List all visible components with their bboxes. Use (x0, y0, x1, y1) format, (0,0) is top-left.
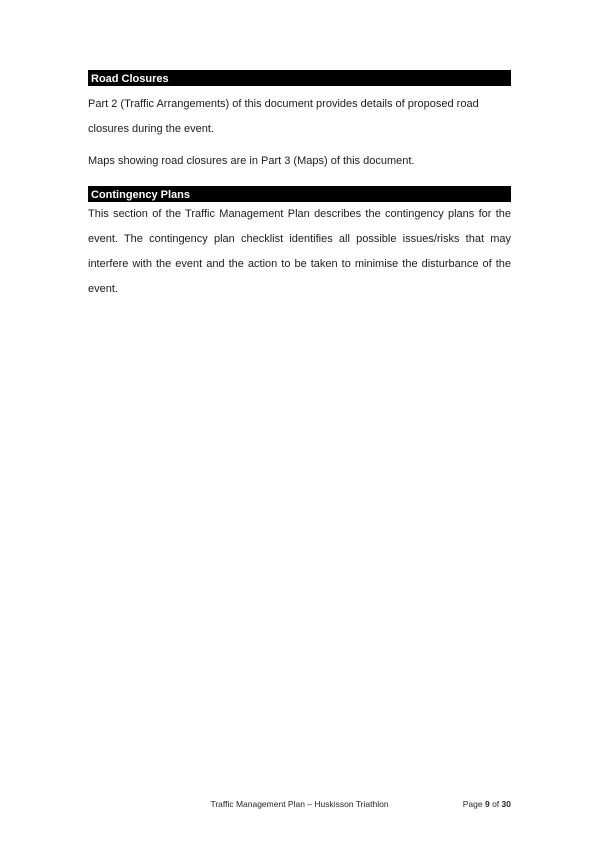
footer-page-number (463, 799, 511, 809)
footer-document-title: Traffic Management Plan – Huskisson Triathlon (210, 799, 389, 809)
footer-page-word: Page (462, 799, 483, 809)
page-content (88, 70, 511, 302)
section-heading-contingency-plans (88, 186, 511, 202)
paragraph-road-closures-maps: Maps showing road closures are in Part 3 (Maps) of this document. (88, 155, 415, 167)
paragraph-contingency-plans: This section of the Traffic Management Plan describes the contingency plans for the event. The contingency plan checklist identifies all possible issues/risks that may interfere with the event and the action to be taken to minimise the disturbance of the event. (88, 208, 511, 295)
footer-page-total: 30 (501, 799, 511, 809)
section-heading-label: Contingency Plans (91, 189, 191, 201)
footer-page-current: 9 (484, 799, 490, 809)
section-heading-label: Road Closures (91, 73, 169, 85)
footer-of-word: of (492, 799, 500, 809)
page-footer (88, 799, 511, 813)
section-heading-road-closures (88, 70, 511, 86)
paragraph-road-closures-intro: Part 2 (Traffic Arrangements) of this document provides details of proposed road closures during the event. (88, 98, 479, 135)
